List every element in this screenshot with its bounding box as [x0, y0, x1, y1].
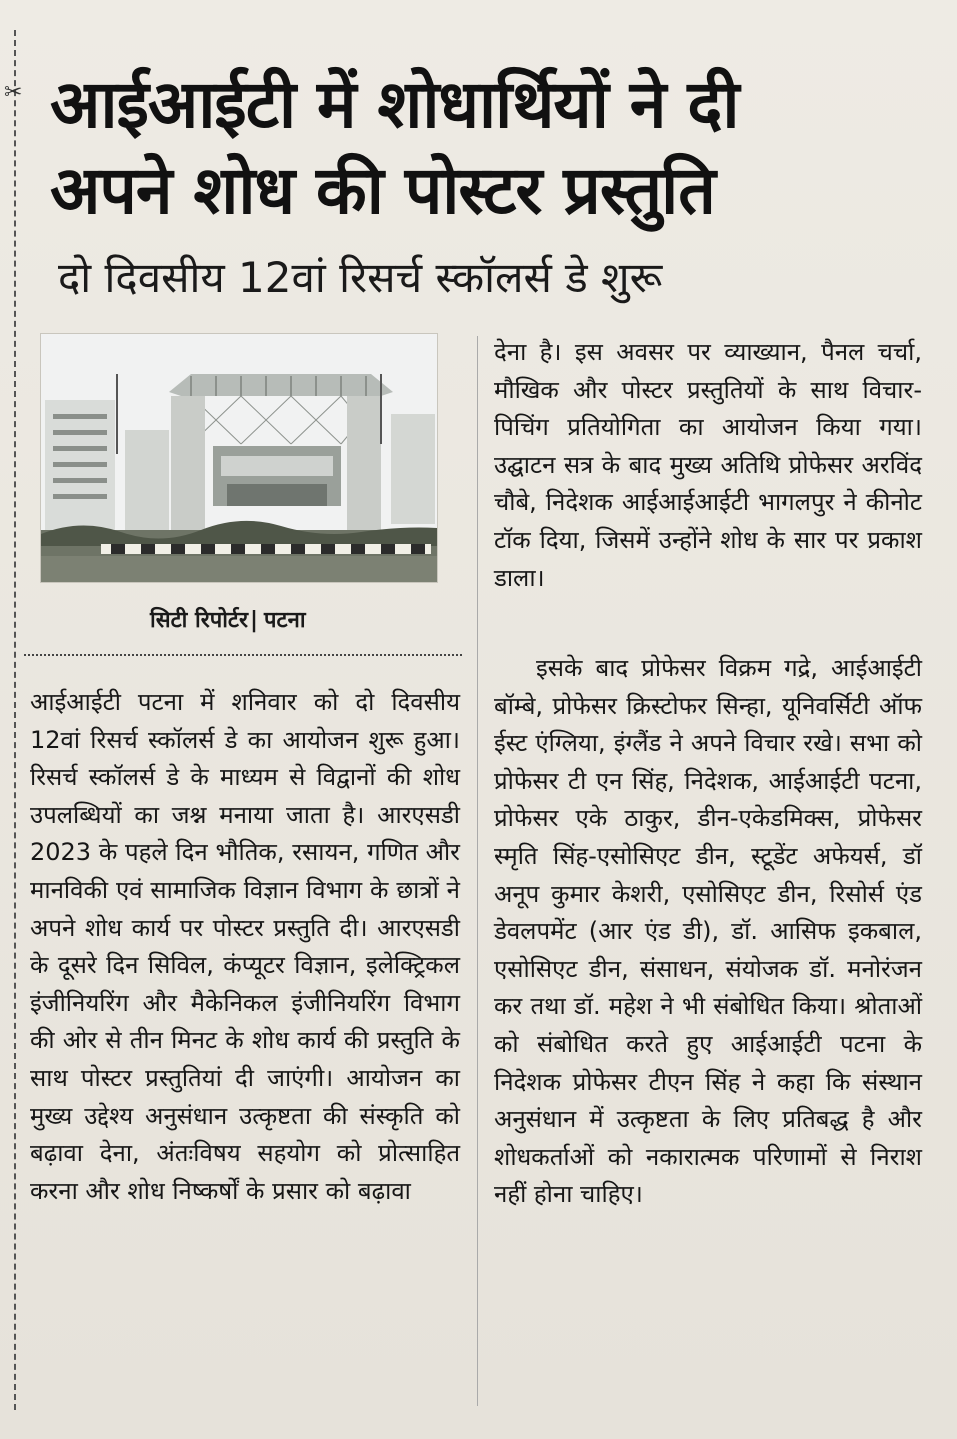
subheadline: दो दिवसीय 12वां रिसर्च स्कॉलर्स डे शुरू [58, 253, 663, 302]
building-photo [40, 333, 438, 583]
headline-line-2: अपने शोध की पोस्टर प्रस्तुति [50, 152, 715, 229]
right-column-text-1: देना है। इस अवसर पर व्याख्यान, पैनल चर्चा, मौखिक और पोस्टर प्रस्तुतियों के साथ विचार-पिचिंग प्रतियोगिता का आयोजन किया गया। उद्घाटन सत्र के बाद मुख्य अतिथि प्रोफेसर अरविंद चौबे, निदेशक आईआईआईटी भागलपुर ने कीनोट टॉक दिया, जिसमें उन्होंने शोध के सार पर प्रकाश डाला। [494, 338, 922, 592]
byline-separator: | [250, 608, 259, 633]
right-column-paragraph-1 [494, 334, 922, 597]
headline-line-1: आईआईटी में शोधार्थियों ने दी [50, 66, 739, 143]
scissors-icon: ✂ [4, 80, 23, 105]
cut-line [14, 30, 16, 1410]
byline-location: पटना [264, 608, 306, 633]
column-divider [477, 336, 478, 1406]
left-column-text: आईआईटी पटना में शनिवार को दो दिवसीय 12वां रिसर्च स्कॉलर्स डे का आयोजन शुरू हुआ। रिसर्च स्कॉलर्स डे के माध्यम से विद्वानों की शोध उपलब्धियों का जश्न मनाया जाता है। आरएसडी 2023 के पहले दिन भौतिक, रसायन, गणित और मानविकी एवं सामाजिक विज्ञान विभाग के छात्रों ने अपने शोध कार्य पर पोस्टर प्रस्तुति दी। आरएसडी के दूसरे दिन सिविल, कंप्यूटर विज्ञान, इलेक्ट्रिकल इंजीनियरिंग और मैकेनिकल इंजीनियरिंग विभाग की ओर से तीन मिनट के शोध कार्य की प्रस्तुति के साथ पोस्टर प्रस्तुतियां दी जाएंगी। आयोजन का मुख्य उद्देश्य अनुसंधान उत्कृष्टता की संस्कृति को बढ़ावा देना, अंतःविषय सहयोग को प्रोत्साहित करना और शोध निष्कर्षों के प्रसार को बढ़ावा [30, 688, 460, 1205]
right-column-text-2: इसके बाद प्रोफेसर विक्रम गद्रे, आईआईटी बॉम्बे, प्रोफेसर क्रिस्टोफर सिन्हा, यूनिवर्सिटी ऑफ ईस्ट एंग्लिया, इंग्लैंड ने अपने विचार रखे। सभा को प्रोफेसर टी एन सिंह, निदेशक, आईआईटी पटना, प्रोफेसर एके ठाकुर, डीन-एकेडमिक्स, प्रोफेसर स्मृति सिंह-एसोसिएट डीन, स्टूडेंट अफेयर्स, डॉ अनूप कुमार केशरी, एसोसिएट डीन, रिसोर्स एंड डेवलपमेंट (आर एंड डी), डॉ. आसिफ इकबाल, एसोसिएट डीन, संसाधन, संयोजक डॉ. मनोरंजन कर तथा डॉ. महेश ने भी संबोधित किया। श्रोताओं को संबोधित करते हुए आईआईटी पटना के निदेशक प्रोफेसर टीएन सिंह ने कहा कि संस्थान अनुसंधान में उत्कृष्टता के लिए प्रतिबद्ध है और शोधकर्ताओं को नकारात्मक परिणामों से निराश नहीं होना चाहिए। [494, 654, 922, 1209]
dotted-divider [24, 654, 462, 656]
building-illustration [41, 334, 437, 582]
right-column-paragraph-2 [494, 650, 922, 1214]
byline [150, 604, 306, 634]
headline [50, 62, 930, 234]
byline-reporter: सिटी रिपोर्टर [150, 608, 248, 633]
left-column [30, 684, 460, 1210]
